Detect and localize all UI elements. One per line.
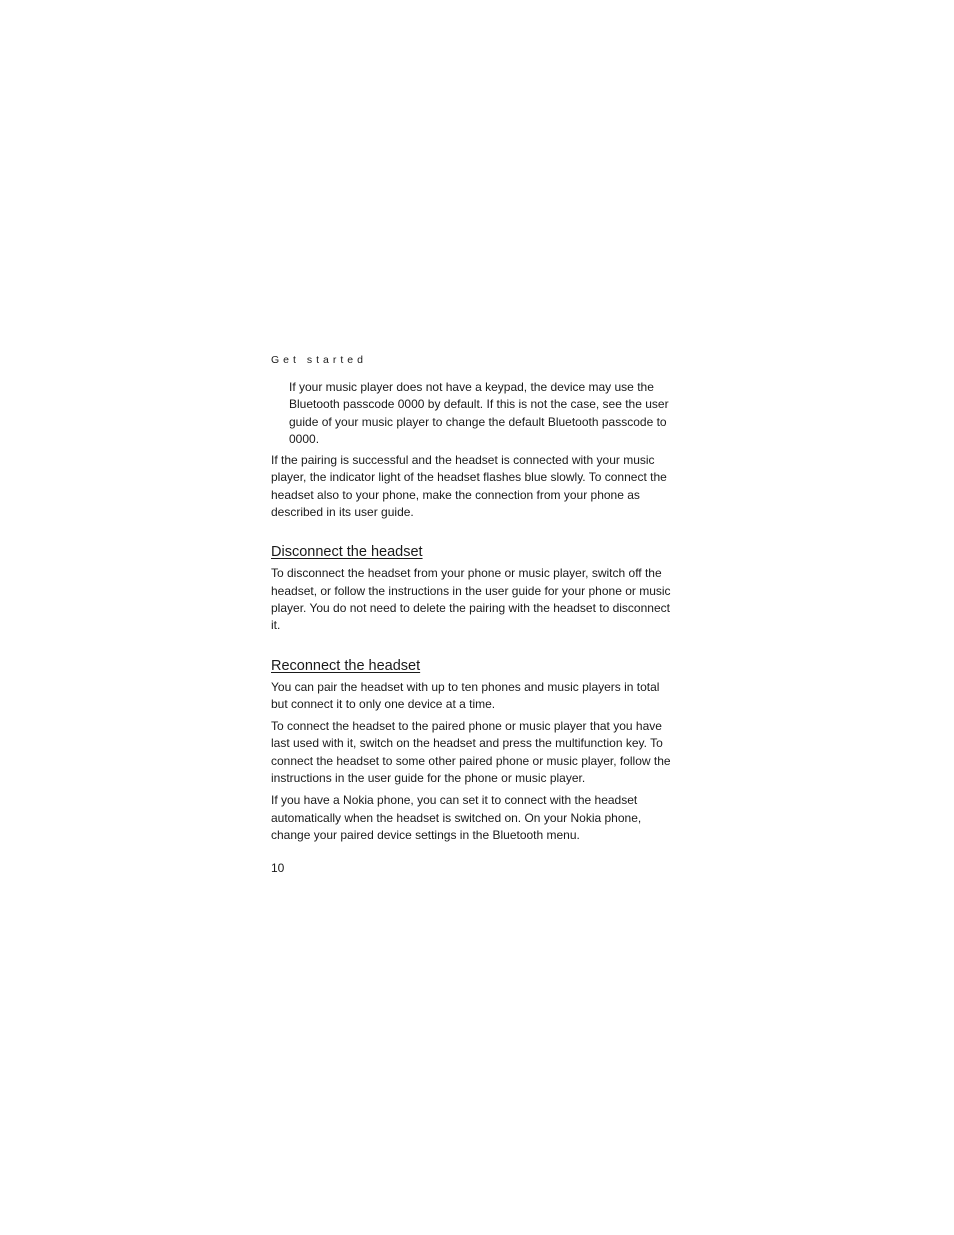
disconnect-paragraph: To disconnect the headset from your phone or music player, switch off the headset, or follow the instructions in the user guide for your phone or music player. You do not need to delete the pairing with the headset to disconnect it. xyxy=(271,566,671,633)
reconnect-heading: Reconnect the headset xyxy=(271,657,421,674)
disconnect-heading: Disconnect the headset xyxy=(271,544,423,561)
section-header: Get started xyxy=(271,354,367,366)
passcode-note: If your music player does not have a keypad, the device may use the Bluetooth passcode 0000 by default. If this is not the case, see the user guide of your music player to change the default Bluetooth passcode to 0000. xyxy=(289,380,669,446)
reconnect-paragraph-1: You can pair the headset with up to ten phones and music players in total but connect it to only one device at a time. xyxy=(271,679,660,711)
manual-page xyxy=(271,352,671,877)
pairing-success-paragraph: If the pairing is successful and the headset is connected with your music player, the indicator light of the headset flashes blue slowly. To connect the headset also to your phone, make the connection from your phone as described in its user guide. xyxy=(271,453,667,520)
page-number: 10 xyxy=(271,861,285,876)
reconnect-paragraph-2: To connect the headset to the paired phone or music player that you have last used with it, switch on the headset and press the multifunction key. To connect the headset to some other paired phone or music player, follow the instructions in the user guide for the phone or music player. xyxy=(271,719,671,786)
reconnect-paragraph-3: If you have a Nokia phone, you can set it to connect with the headset automatically when the headset is switched on. On your Nokia phone, change your paired device settings in the Bluetooth menu. xyxy=(271,793,642,842)
